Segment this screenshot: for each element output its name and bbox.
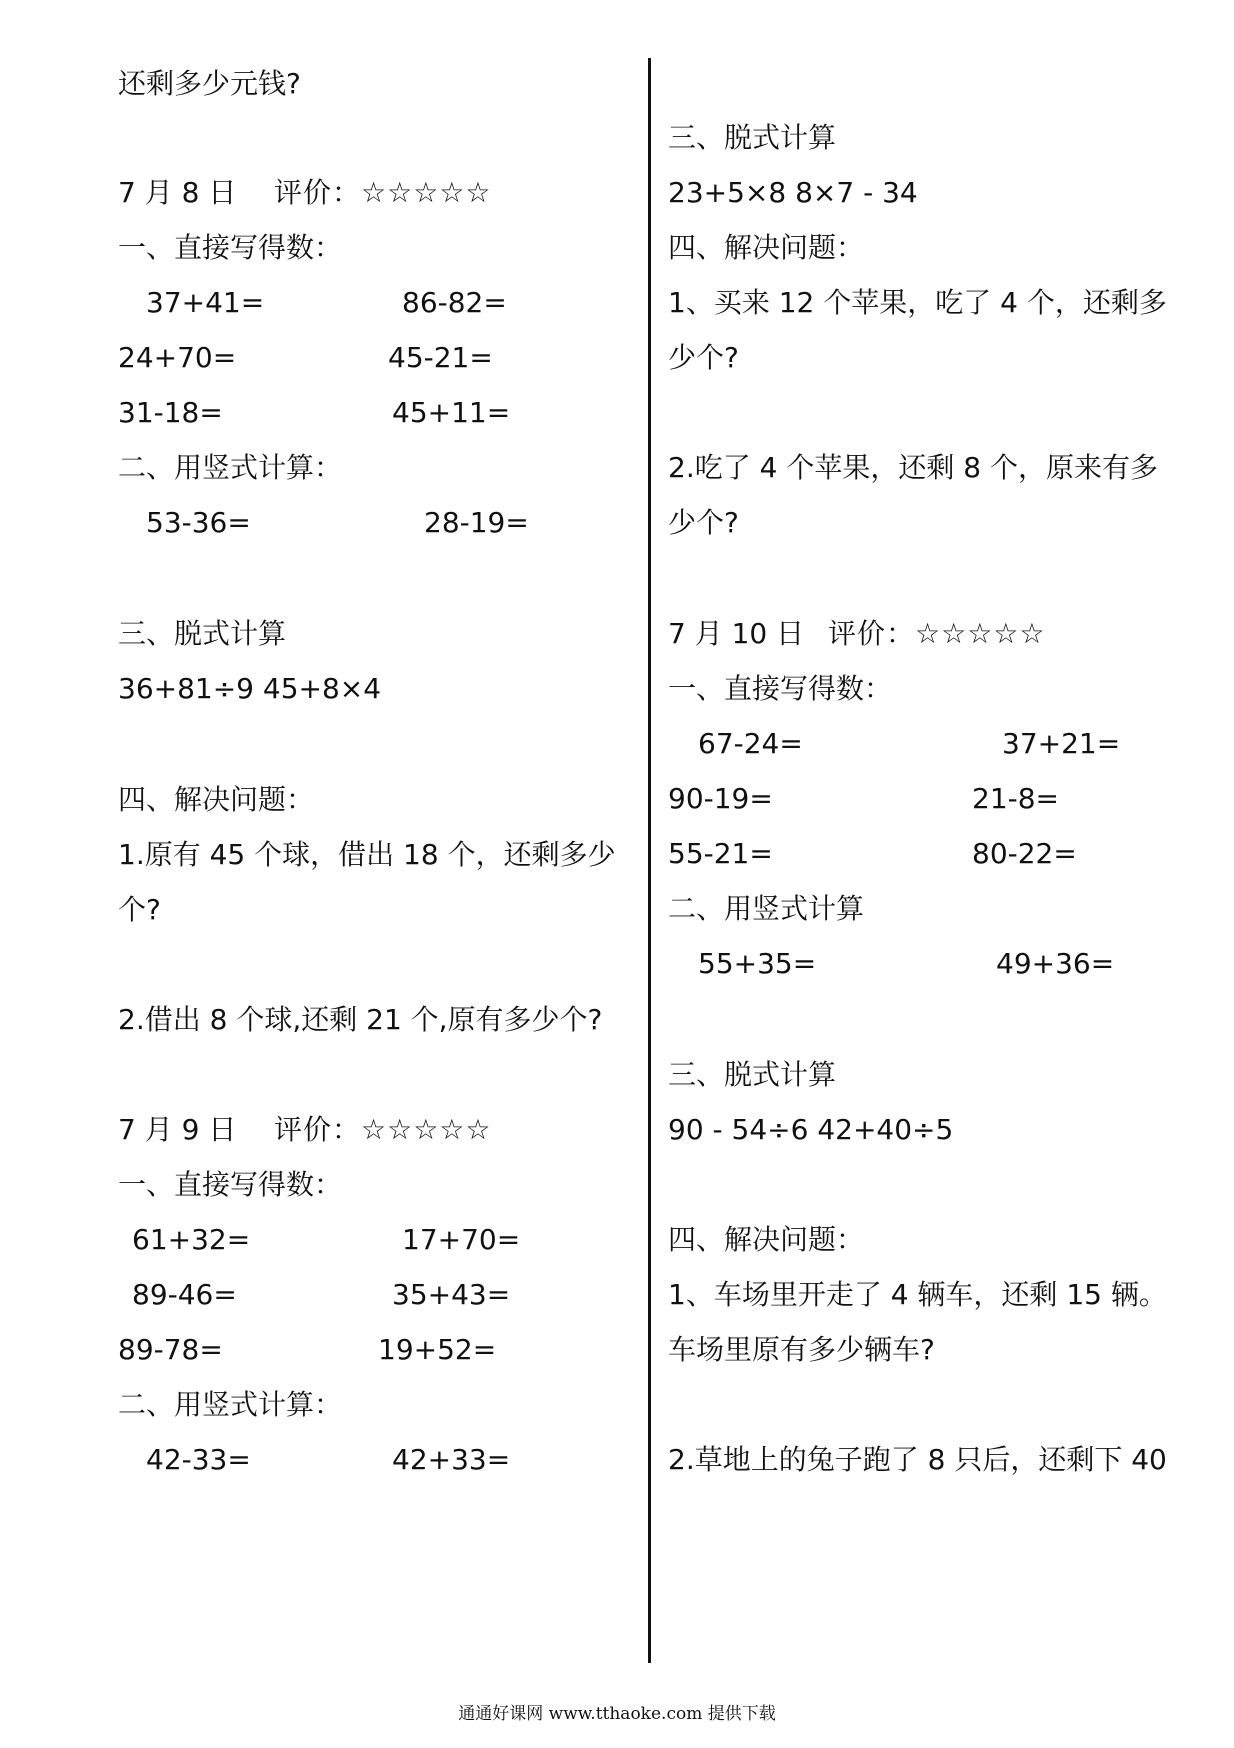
rating-jul9: 评价：☆☆☆☆☆ bbox=[274, 1113, 492, 1146]
calc-jul8-2a: 24+70= bbox=[118, 341, 237, 374]
calc-jul8-3b: 45+11= bbox=[392, 396, 511, 429]
calc-jul9-1a: 61+32= bbox=[132, 1223, 251, 1256]
section-3-jul10: 三、脱式计算 bbox=[668, 1058, 837, 1091]
calc-jul9-3a: 89-78= bbox=[118, 1333, 223, 1366]
calc-jul9-2a: 89-46= bbox=[132, 1278, 237, 1311]
problem-jul10-1-line1: 1、车场里开走了 4 辆车，还剩 15 辆。 bbox=[668, 1278, 1167, 1311]
column-divider bbox=[648, 58, 651, 1663]
section-4-jul9: 四、解决问题： bbox=[668, 231, 865, 264]
problem-jul9-1-line2: 少个? bbox=[668, 341, 739, 374]
problem-jul9-1-line1: 1、买来 12 个苹果，吃了 4 个，还剩多 bbox=[668, 286, 1167, 319]
section-2-jul10: 二、用竖式计算 bbox=[668, 892, 865, 925]
section-1-jul9: 一、直接写得数： bbox=[118, 1168, 343, 1201]
vertical-jul9-a: 42-33= bbox=[146, 1443, 251, 1476]
vertical-jul8-a: 53-36= bbox=[146, 506, 251, 539]
section-2-jul9: 二、用竖式计算： bbox=[118, 1388, 343, 1421]
rating-jul8: 评价：☆☆☆☆☆ bbox=[274, 176, 492, 209]
calc-jul9-2b: 35+43= bbox=[392, 1278, 511, 1311]
problem-jul8-1-line1: 1.原有 45 个球，借出 18 个，还剩多少 bbox=[118, 838, 616, 871]
calc-jul10-1b: 37+21= bbox=[1002, 727, 1121, 760]
calc-jul10-3a: 55-21= bbox=[668, 837, 773, 870]
date-jul10: 7 月 10 日 bbox=[668, 617, 805, 650]
calc-jul10-2b: 21-8= bbox=[972, 782, 1060, 815]
mixed-calc-jul10: 90 - 54÷6 42+40÷5 bbox=[668, 1113, 954, 1146]
section-4-jul8: 四、解决问题： bbox=[118, 783, 315, 816]
section-1-jul10: 一、直接写得数： bbox=[668, 672, 893, 705]
left-top-line: 还剩多少元钱? bbox=[118, 67, 301, 100]
date-jul9: 7 月 9 日 bbox=[118, 1113, 237, 1146]
vertical-jul10-a: 55+35= bbox=[698, 947, 817, 980]
date-jul8: 7 月 8 日 bbox=[118, 176, 237, 209]
problem-jul8-2: 2.借出 8 个球,还剩 21 个,原有多少个? bbox=[118, 1003, 603, 1036]
calc-jul10-3b: 80-22= bbox=[972, 837, 1077, 870]
calc-jul8-1a: 37+41= bbox=[146, 286, 265, 319]
vertical-jul9-b: 42+33= bbox=[392, 1443, 511, 1476]
problem-jul9-2-line2: 少个? bbox=[668, 506, 739, 539]
section-4-jul10: 四、解决问题： bbox=[668, 1223, 865, 1256]
calc-jul10-2a: 90-19= bbox=[668, 782, 773, 815]
calc-jul9-3b: 19+52= bbox=[378, 1333, 497, 1366]
problem-jul9-2-line1: 2.吃了 4 个苹果，还剩 8 个，原来有多 bbox=[668, 451, 1158, 484]
vertical-jul10-b: 49+36= bbox=[996, 947, 1115, 980]
section-1-jul8: 一、直接写得数： bbox=[118, 231, 343, 264]
calc-jul8-1b: 86-82= bbox=[402, 286, 507, 319]
calc-jul8-3a: 31-18= bbox=[118, 396, 223, 429]
section-3-jul9: 三、脱式计算 bbox=[668, 121, 837, 154]
page-footer: 通通好课网 www.tthaoke.com 提供下载 bbox=[458, 1704, 776, 1724]
section-2-jul8: 二、用竖式计算： bbox=[118, 451, 343, 484]
calc-jul9-1b: 17+70= bbox=[402, 1223, 521, 1256]
calc-jul8-2b: 45-21= bbox=[388, 341, 493, 374]
mixed-calc-jul8: 36+81÷9 45+8×4 bbox=[118, 672, 382, 705]
problem-jul10-1-line2: 车场里原有多少辆车? bbox=[668, 1333, 935, 1366]
vertical-jul8-b: 28-19= bbox=[424, 506, 529, 539]
rating-jul10: 评价：☆☆☆☆☆ bbox=[828, 617, 1046, 650]
problem-jul8-1-line2: 个? bbox=[118, 893, 161, 926]
section-3-jul8: 三、脱式计算 bbox=[118, 617, 287, 650]
problem-jul10-2: 2.草地上的兔子跑了 8 只后，还剩下 40 bbox=[668, 1443, 1167, 1476]
calc-jul10-1a: 67-24= bbox=[698, 727, 803, 760]
mixed-calc-jul9: 23+5×8 8×7 - 34 bbox=[668, 176, 918, 209]
